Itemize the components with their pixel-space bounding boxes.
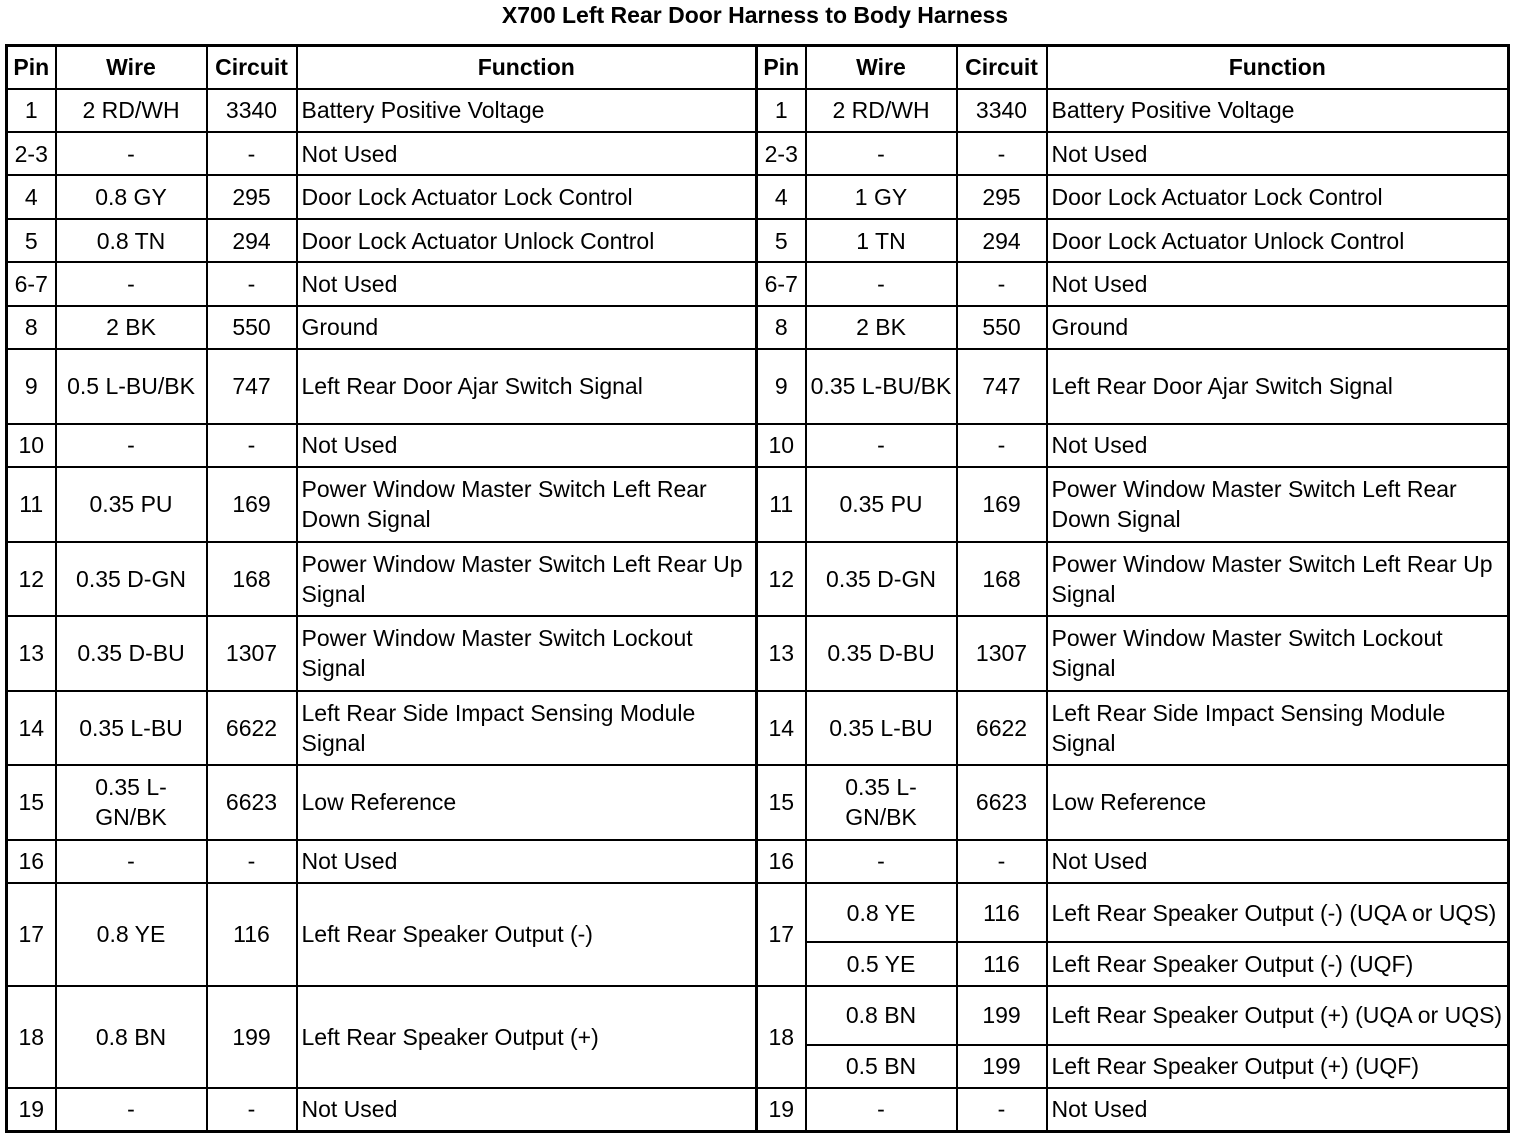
function-cell: Not Used (297, 840, 757, 883)
function-cell: Door Lock Actuator Unlock Control (297, 219, 757, 262)
page-title: X700 Left Rear Door Harness to Body Harness (501, 2, 1009, 28)
table-row (7, 349, 1509, 424)
wire-cell: 2 RD/WH (56, 89, 207, 132)
function-cell: Ground (1047, 306, 1509, 349)
header-function: Function (297, 46, 757, 89)
wire-cell: 0.35 L-BU (806, 691, 957, 766)
wire-cell: - (56, 840, 207, 883)
circuit-cell: 6623 (207, 765, 297, 840)
wire-cell: - (806, 132, 957, 175)
function-cell: Ground (297, 306, 757, 349)
pin-cell: 19 (7, 1088, 56, 1132)
table-row (7, 89, 1509, 132)
wire-cell: 0.35 D-GN (56, 542, 207, 617)
table-row (7, 467, 1509, 542)
circuit-cell: - (207, 424, 297, 467)
function-cell: Not Used (1047, 132, 1509, 175)
wire-cell: 0.5 BN (806, 1045, 957, 1088)
function-cell: Left Rear Door Ajar Switch Signal (297, 349, 757, 424)
function-cell: Not Used (1047, 1088, 1509, 1132)
table-row (7, 424, 1509, 467)
wire-cell: - (56, 262, 207, 305)
wire-cell: 2 BK (806, 306, 957, 349)
pin-cell: 13 (757, 616, 806, 691)
circuit-cell: 3340 (207, 89, 297, 132)
pin-cell: 1 (7, 89, 56, 132)
pin-cell: 2-3 (757, 132, 806, 175)
table-row (7, 840, 1509, 883)
harness-table (5, 44, 1510, 1133)
pin-cell: 1 (757, 89, 806, 132)
circuit-cell: 550 (957, 306, 1047, 349)
pin-cell: 5 (7, 219, 56, 262)
wire-cell: 0.8 BN (806, 986, 957, 1045)
pin-cell: 14 (757, 691, 806, 766)
function-cell: Left Rear Speaker Output (+) (297, 986, 757, 1088)
function-cell: Battery Positive Voltage (1047, 89, 1509, 132)
pin-cell: 12 (757, 542, 806, 617)
function-cell: Door Lock Actuator Lock Control (1047, 175, 1509, 218)
circuit-cell: 169 (207, 467, 297, 542)
pin-cell: 12 (7, 542, 56, 617)
wire-cell: 0.8 YE (56, 883, 207, 985)
circuit-cell: 294 (957, 219, 1047, 262)
wire-cell: 0.35 L-BU/BK (806, 349, 957, 424)
pin-cell: 6-7 (757, 262, 806, 305)
wire-cell: - (56, 1088, 207, 1132)
function-cell: Left Rear Speaker Output (-) (UQF) (1047, 942, 1509, 985)
function-cell: Power Window Master Switch Lockout Signal (297, 616, 757, 691)
wire-cell: 0.8 YE (806, 883, 957, 942)
wire-cell: - (806, 262, 957, 305)
header-pin: Pin (7, 46, 56, 89)
table-row (7, 691, 1509, 766)
wire-cell: 0.35 L-BU (56, 691, 207, 766)
wire-cell: 2 BK (56, 306, 207, 349)
pin-cell: 14 (7, 691, 56, 766)
table-row (7, 175, 1509, 218)
pin-cell: 11 (757, 467, 806, 542)
circuit-cell: - (207, 840, 297, 883)
function-cell: Not Used (297, 132, 757, 175)
circuit-cell: 3340 (957, 89, 1047, 132)
table-row (7, 219, 1509, 262)
function-cell: Not Used (1047, 262, 1509, 305)
pin-cell: 2-3 (7, 132, 56, 175)
circuit-cell: 1307 (207, 616, 297, 691)
table-row (7, 986, 1509, 1045)
pin-cell: 18 (7, 986, 56, 1088)
header-wire: Wire (806, 46, 957, 89)
pin-cell: 10 (7, 424, 56, 467)
function-cell: Power Window Master Switch Left Rear Up Signal (297, 542, 757, 617)
wire-cell: - (56, 424, 207, 467)
circuit-cell: 1307 (957, 616, 1047, 691)
circuit-cell: - (957, 132, 1047, 175)
circuit-cell: 6623 (957, 765, 1047, 840)
circuit-cell: 116 (957, 942, 1047, 985)
circuit-cell: 168 (957, 542, 1047, 617)
header-circuit: Circuit (957, 46, 1047, 89)
table-row (7, 765, 1509, 840)
circuit-cell: 199 (207, 986, 297, 1088)
wire-cell: - (806, 424, 957, 467)
circuit-cell: 295 (207, 175, 297, 218)
header-pin: Pin (757, 46, 806, 89)
wire-cell: 0.35 PU (56, 467, 207, 542)
wire-cell: 0.35 D-BU (56, 616, 207, 691)
circuit-cell: 199 (957, 1045, 1047, 1088)
function-cell: Not Used (297, 1088, 757, 1132)
function-cell: Power Window Master Switch Lockout Signal (1047, 616, 1509, 691)
pin-cell: 17 (7, 883, 56, 985)
pin-cell: 15 (7, 765, 56, 840)
pin-cell: 16 (757, 840, 806, 883)
function-cell: Power Window Master Switch Left Rear Down Signal (297, 467, 757, 542)
circuit-cell: - (957, 262, 1047, 305)
header-circuit: Circuit (207, 46, 297, 89)
circuit-cell: 295 (957, 175, 1047, 218)
circuit-cell: 294 (207, 219, 297, 262)
pin-cell: 4 (7, 175, 56, 218)
function-cell: Low Reference (297, 765, 757, 840)
pin-cell: 18 (757, 986, 806, 1088)
circuit-cell: 116 (957, 883, 1047, 942)
circuit-cell: 116 (207, 883, 297, 985)
wire-cell: - (806, 1088, 957, 1132)
wire-cell: 2 RD/WH (806, 89, 957, 132)
pin-cell: 9 (757, 349, 806, 424)
pin-cell: 9 (7, 349, 56, 424)
function-cell: Left Rear Door Ajar Switch Signal (1047, 349, 1509, 424)
circuit-cell: - (207, 1088, 297, 1132)
circuit-cell: - (957, 1088, 1047, 1132)
function-cell: Not Used (297, 262, 757, 305)
pin-cell: 10 (757, 424, 806, 467)
table-row (7, 132, 1509, 175)
pin-cell: 11 (7, 467, 56, 542)
wire-cell: 0.35 D-BU (806, 616, 957, 691)
circuit-cell: 6622 (207, 691, 297, 766)
function-cell: Power Window Master Switch Left Rear Down Signal (1047, 467, 1509, 542)
function-cell: Battery Positive Voltage (297, 89, 757, 132)
circuit-cell: - (207, 132, 297, 175)
table-row (7, 306, 1509, 349)
wire-cell: 0.8 BN (56, 986, 207, 1088)
circuit-cell: 6622 (957, 691, 1047, 766)
function-cell: Not Used (297, 424, 757, 467)
circuit-cell: 747 (957, 349, 1047, 424)
pin-cell: 13 (7, 616, 56, 691)
pin-cell: 4 (757, 175, 806, 218)
circuit-cell: - (207, 262, 297, 305)
wire-cell: 0.5 L-BU/BK (56, 349, 207, 424)
table-row (7, 262, 1509, 305)
header-function: Function (1047, 46, 1509, 89)
pin-cell: 16 (7, 840, 56, 883)
wire-cell: 1 TN (806, 219, 957, 262)
function-cell: Not Used (1047, 840, 1509, 883)
pin-cell: 5 (757, 219, 806, 262)
function-cell: Door Lock Actuator Unlock Control (1047, 219, 1509, 262)
wire-cell: 0.5 YE (806, 942, 957, 985)
wire-cell: - (806, 840, 957, 883)
function-cell: Not Used (1047, 424, 1509, 467)
table-row (7, 883, 1509, 942)
circuit-cell: 169 (957, 467, 1047, 542)
wire-cell: 0.35 PU (806, 467, 957, 542)
table-row (7, 1088, 1509, 1132)
circuit-cell: - (957, 840, 1047, 883)
wire-cell: 0.8 TN (56, 219, 207, 262)
function-cell: Left Rear Speaker Output (+) (UQA or UQS) (1047, 986, 1509, 1045)
pin-cell: 17 (757, 883, 806, 985)
function-cell: Left Rear Speaker Output (-) (UQA or UQS) (1047, 883, 1509, 942)
circuit-cell: 199 (957, 986, 1047, 1045)
function-cell: Door Lock Actuator Lock Control (297, 175, 757, 218)
wire-cell: 0.35 D-GN (806, 542, 957, 617)
function-cell: Left Rear Side Impact Sensing Module Signal (297, 691, 757, 766)
circuit-cell: 168 (207, 542, 297, 617)
function-cell: Low Reference (1047, 765, 1509, 840)
header-wire: Wire (56, 46, 207, 89)
function-cell: Left Rear Speaker Output (+) (UQF) (1047, 1045, 1509, 1088)
wire-cell: - (56, 132, 207, 175)
pin-cell: 8 (757, 306, 806, 349)
circuit-cell: 747 (207, 349, 297, 424)
pin-cell: 6-7 (7, 262, 56, 305)
wire-cell: 0.35 L-GN/BK (56, 765, 207, 840)
wire-cell: 0.8 GY (56, 175, 207, 218)
wire-cell: 1 GY (806, 175, 957, 218)
pin-cell: 15 (757, 765, 806, 840)
table-row (7, 616, 1509, 691)
function-cell: Left Rear Side Impact Sensing Module Signal (1047, 691, 1509, 766)
circuit-cell: 550 (207, 306, 297, 349)
table-row (7, 542, 1509, 617)
wire-cell: 0.35 L-GN/BK (806, 765, 957, 840)
function-cell: Left Rear Speaker Output (-) (297, 883, 757, 985)
circuit-cell: - (957, 424, 1047, 467)
pin-cell: 8 (7, 306, 56, 349)
pin-cell: 19 (757, 1088, 806, 1132)
header-row (7, 46, 1509, 89)
function-cell: Power Window Master Switch Left Rear Up Signal (1047, 542, 1509, 617)
